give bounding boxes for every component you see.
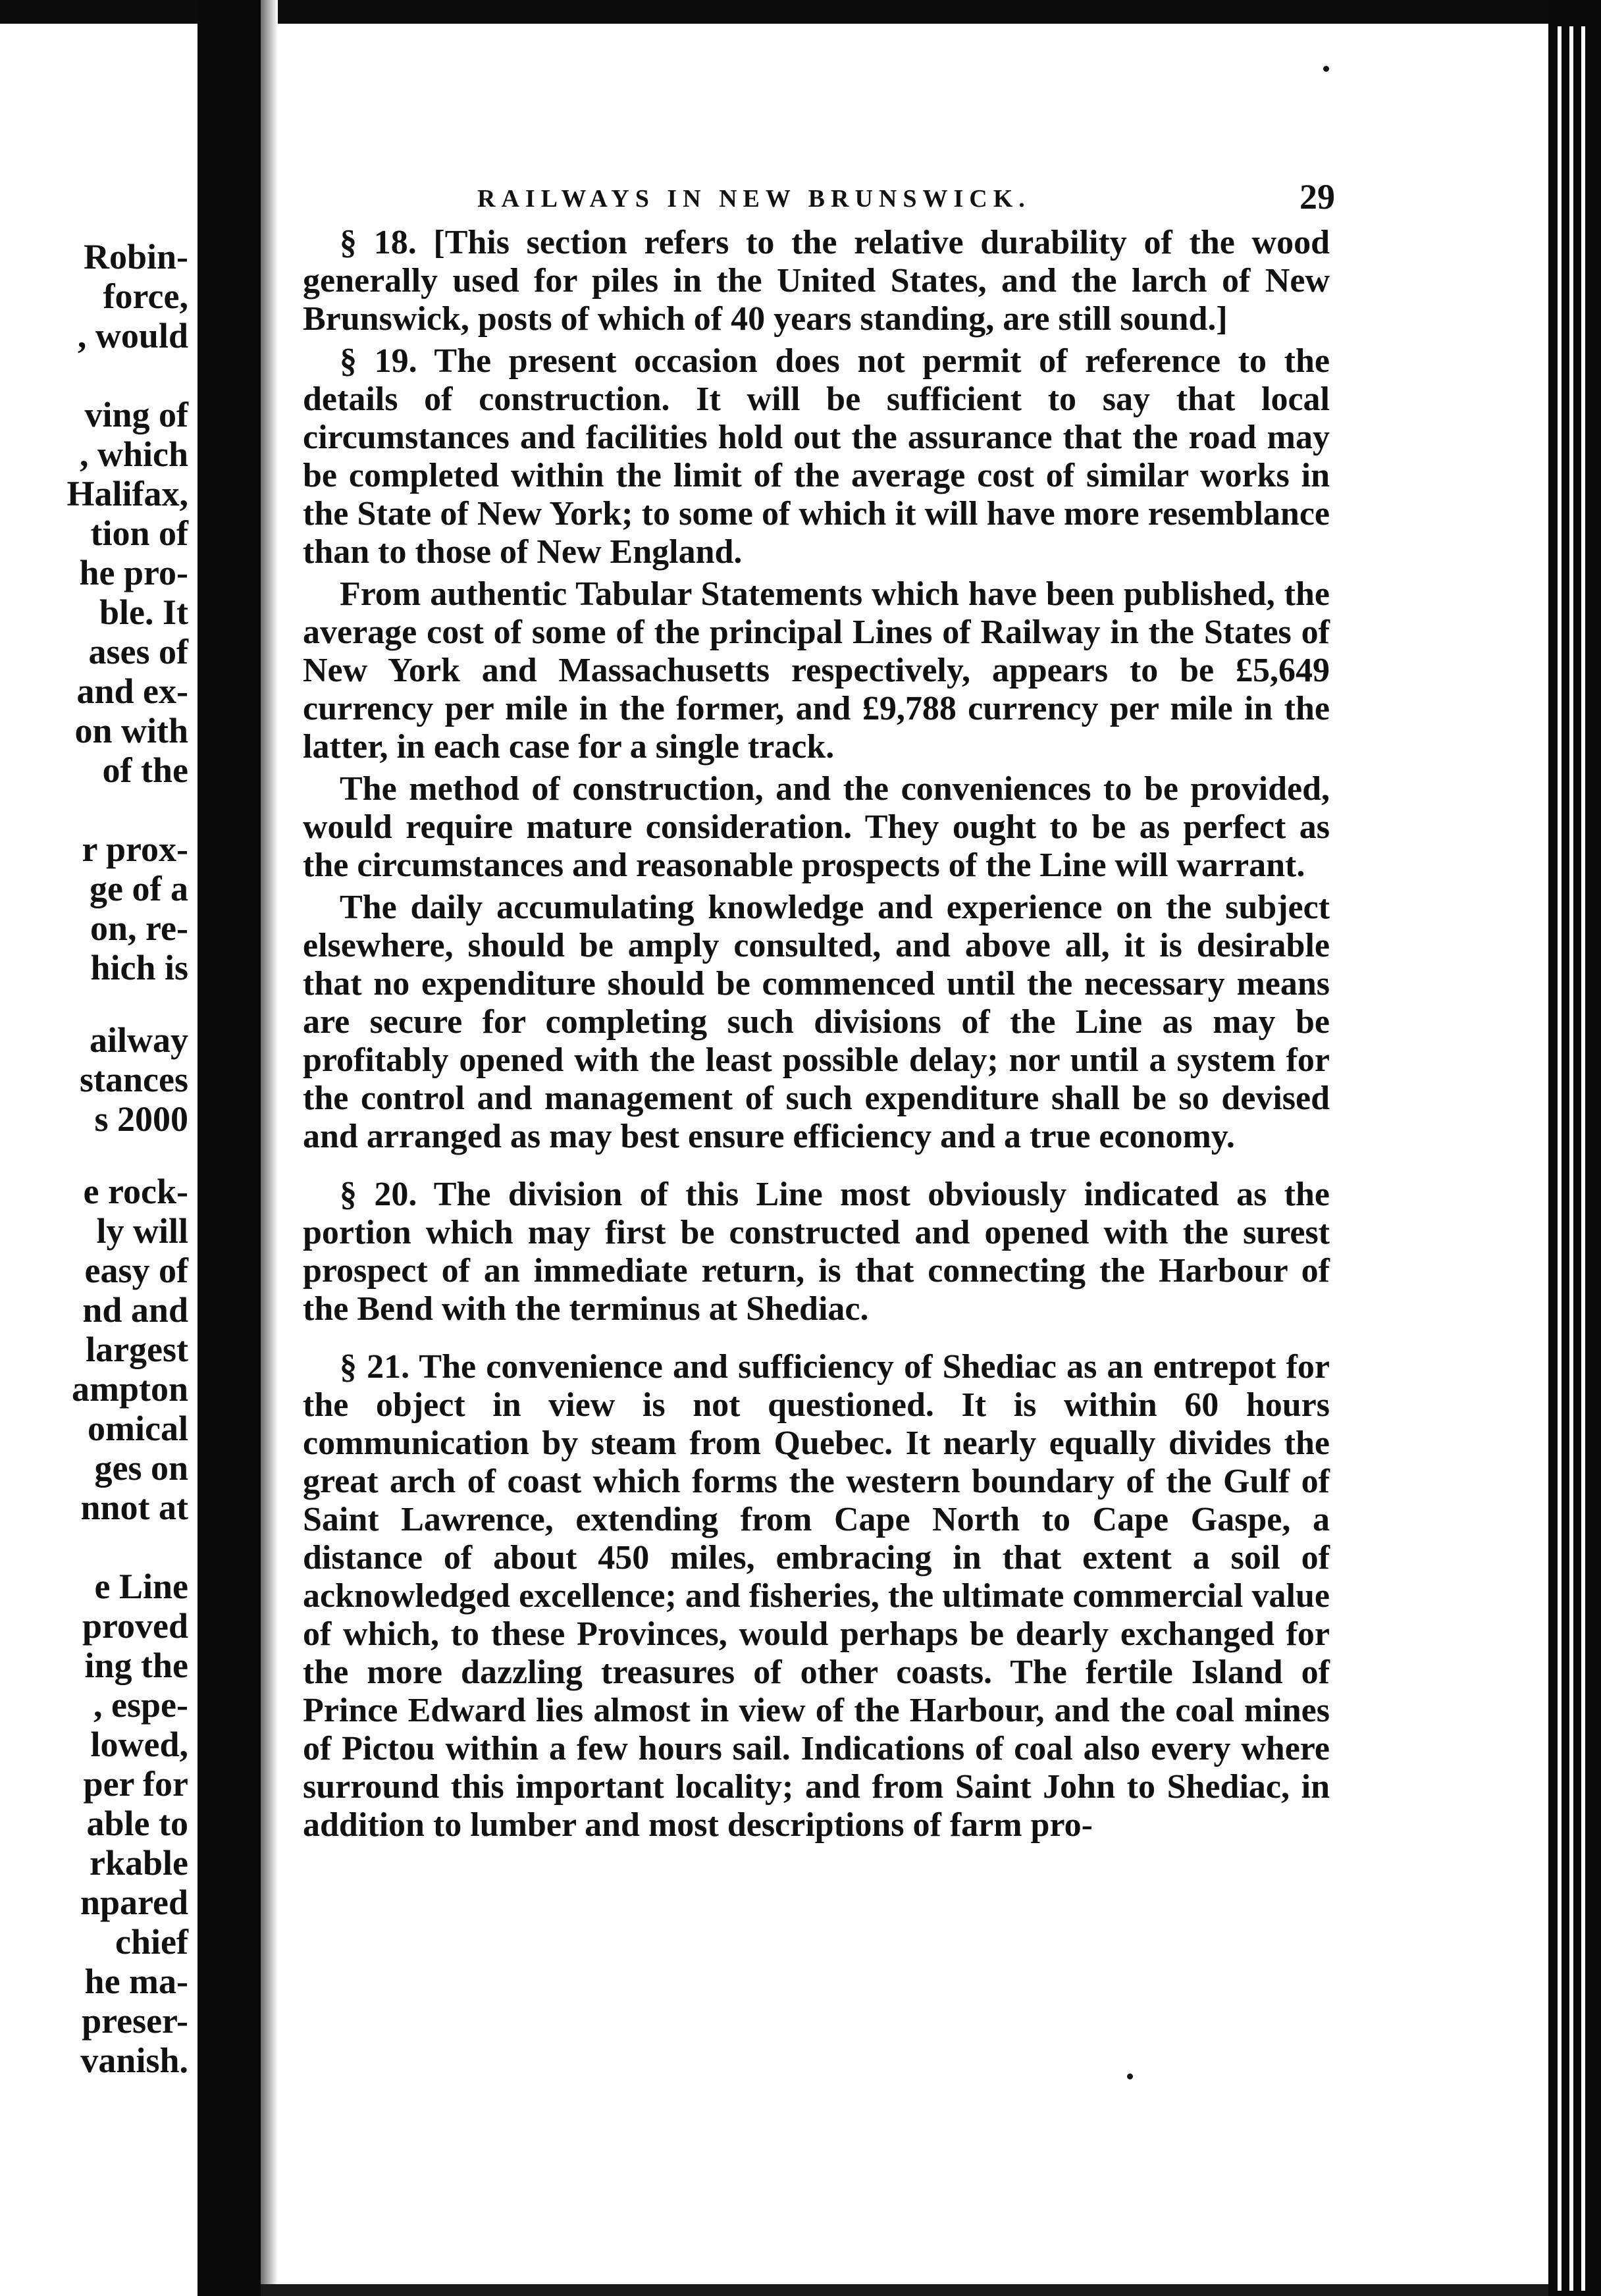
facing-line: tion of (90, 513, 188, 553)
facing-line: rkable (89, 1843, 188, 1883)
facing-line: Robin- (83, 237, 188, 276)
facing-line: on with (74, 711, 188, 750)
facing-line: ampton (71, 1369, 188, 1409)
facing-line: largest (86, 1330, 188, 1369)
facing-line: preser- (82, 2001, 188, 2041)
facing-line: e Line (94, 1567, 188, 1606)
facing-line: on, re- (90, 908, 188, 948)
construction-method-paragraph: The method of construction, and the conveniences to be provided, would require mature consideration. They ought to be as perfect as the circumstances and reasonable prospects of the Line will warrant. (303, 770, 1330, 884)
facing-line: and ex- (76, 671, 188, 711)
facing-line: ases of (88, 632, 188, 671)
facing-line: r prox- (82, 829, 188, 869)
facing-line: he ma- (84, 1962, 188, 2001)
section-19-paragraph: § 19. The present occasion does not permit of reference to the details of construction. It will be sufficient to say that local circumstances and facilities hold out the assurance that the road may be completed within the limit of the average cost of similar works in the State of New York; to some of which it will have more resemblance than to those of New England. (303, 342, 1330, 571)
facing-line: ailway (89, 1020, 188, 1060)
page-edge-stack (1548, 0, 1601, 2296)
facing-line: npared (80, 1883, 188, 1922)
facing-line: of the (102, 750, 188, 790)
ink-speck (1127, 2074, 1133, 2079)
facing-line: omical (88, 1409, 188, 1448)
cost-statement-paragraph: From authentic Tabular Statements which have been published, the average cost of some of the principal Lines of Railway in the States of New York and Massachusetts respectively, appears to be £5,649 currency per mile in the former, and £9,788 currency per mile in the latter, in each case for a single track. (303, 575, 1330, 766)
facing-line: vanish. (80, 2041, 188, 2080)
facing-line: chief (115, 1922, 188, 1962)
facing-line: ges on (94, 1448, 188, 1488)
facing-line: ing the (84, 1646, 188, 1685)
facing-line: e rock- (83, 1172, 188, 1211)
page-edge-line (1558, 26, 1562, 2291)
scan-bottom-border (261, 2284, 1548, 2296)
gutter-shadow (261, 0, 278, 2296)
facing-line: s 2000 (94, 1099, 188, 1139)
facing-line: proved (82, 1606, 188, 1646)
page-number: 29 (1299, 177, 1335, 217)
page-edge-line (1569, 26, 1573, 2291)
section-20-paragraph: § 20. The division of this Line most obviously indicated as the portion which may first be constructed and opened with the surest prospect of an immediate return, is that connecting the Harbour of the Bend with the terminus at Shediac. (303, 1176, 1330, 1328)
page-edge-line (1581, 26, 1585, 2291)
running-head (303, 165, 1335, 224)
facing-line: per for (83, 1764, 188, 1804)
section-21-paragraph: § 21. The convenience and sufficiency of Shediac as an entrepot for the object in view is not questioned. It is within 60 hours communication by steam from Quebec. It nearly equally divides the great arch of coast which forms the western boundary of the Gulf of Saint Lawrence, extending from Cape North to Cape Gaspe, a distance of about 450 miles, embracing in that extent a soil of acknowledged excellence; and fisheries, the ultimate commercial value of which, to these Provinces, would perhaps be dearly exchanged for the more dazzling treasures of other coasts. The fertile Island of Prince Edward lies almost in view of the Harbour, and the coal mines of Pictou within a few hours sail. Indications of coal also every where surround this important locality; and from Saint John to Shediac, in addition to lumber and most descriptions of farm pro- (303, 1348, 1330, 1844)
facing-line: , espe- (93, 1685, 188, 1725)
facing-line: ving of (84, 395, 188, 434)
facing-line: stances (80, 1060, 188, 1099)
facing-line: he pro- (79, 553, 188, 592)
facing-line: Halifax, (66, 474, 188, 513)
facing-line: nd and (82, 1290, 188, 1330)
book-page (303, 165, 1335, 1848)
facing-line: lowed, (90, 1725, 188, 1764)
book-gutter (197, 0, 261, 2296)
ink-speck (1323, 66, 1329, 72)
facing-line: , would (77, 316, 188, 355)
facing-line: force, (103, 276, 188, 316)
facing-line: ble. It (99, 592, 188, 632)
expenditure-paragraph: The daily accumulating knowledge and experience on the subject elsewhere, should be amply consulted, and above all, it is desirable that no expenditure should be commenced until the necessary means are secure for completing such divisions of the Line as may be profitably opened with the least possible delay; nor until a system for the control and management of such expenditure shall be so devised and arranged as may best ensure efficiency and a true economy. (303, 889, 1330, 1155)
facing-line: , which (79, 434, 188, 474)
facing-line: nnot at (80, 1488, 188, 1527)
facing-line: ly will (96, 1211, 188, 1251)
facing-line: easy of (84, 1251, 188, 1290)
running-title: RAILWAYS IN NEW BRUNSWICK. (477, 185, 1031, 213)
facing-page-fragment (0, 24, 197, 2296)
section-18-paragraph: § 18. [This section refers to the relative durability of the wood generally used for piles in the United States, and the larch of New Brunswick, posts of which of 40 years standing, are still sound.] (303, 224, 1330, 338)
facing-line: ge of a (90, 869, 188, 908)
facing-line: hich is (90, 948, 188, 987)
facing-line: able to (86, 1804, 188, 1843)
